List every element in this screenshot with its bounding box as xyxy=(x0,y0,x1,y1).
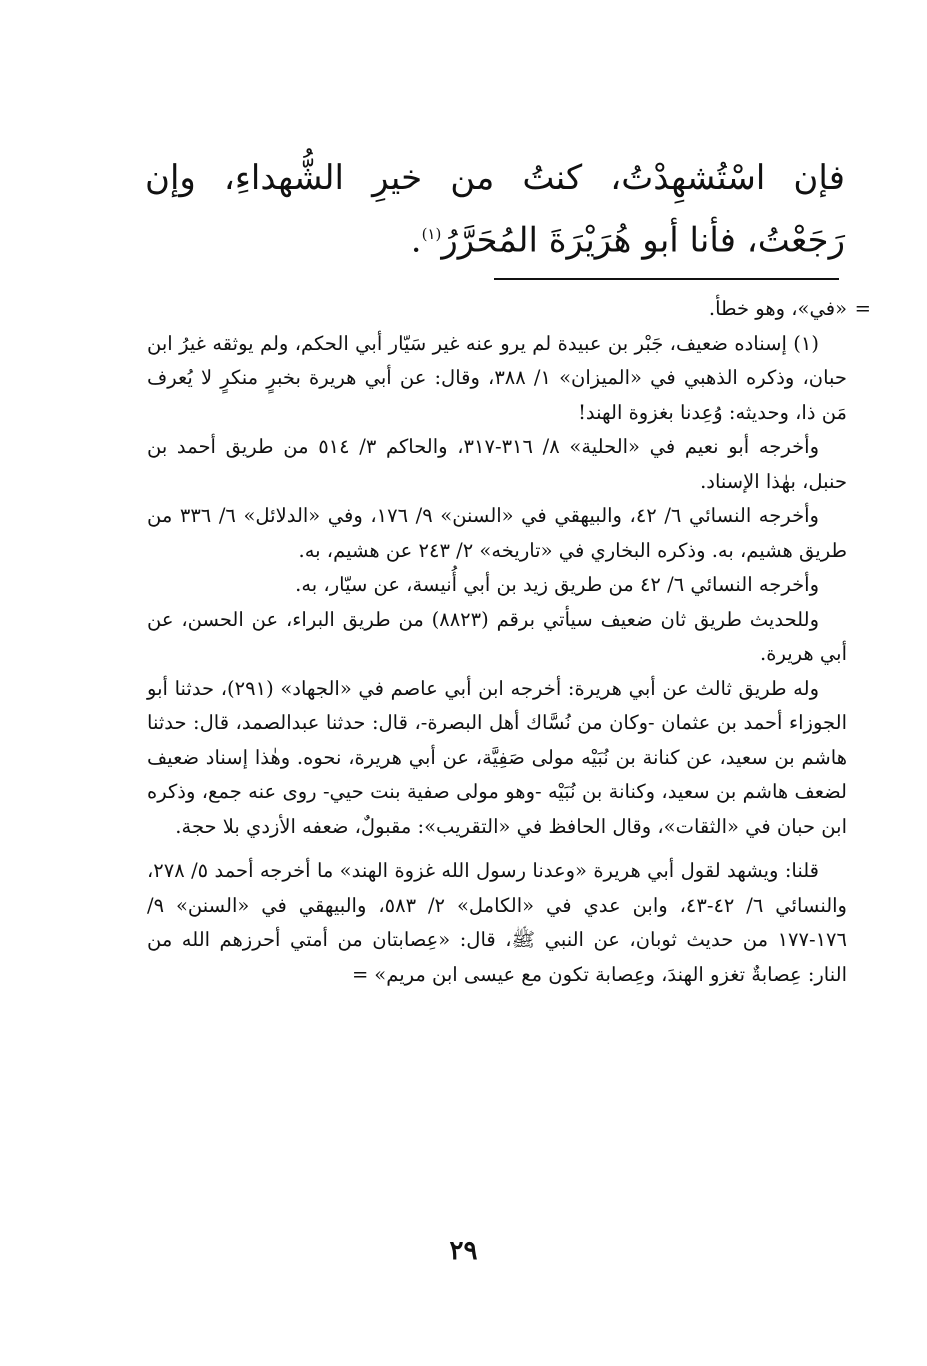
footnote-continuation xyxy=(147,292,871,327)
main-text: فإن اسْتُشهِدْتُ، كنتُ من خيرِ الشُّهداءِ، وإن رَجَعْتُ، فأنا أبو هُرَيْرَةَ المُحَرَّرُ xyxy=(145,158,845,261)
page-number: ٢٩ xyxy=(449,1236,478,1266)
continuation-mark: = xyxy=(854,297,871,320)
continuation-end-mark: = xyxy=(351,962,369,986)
footnote-paragraph: وأخرجه النسائي ٦/ ٤٢ من طريق زيد بن أبي أُنيسة، عن سيّار، به. xyxy=(295,573,819,596)
footnote-paragraph: وللحديث طريق ثان ضعيف سيأتي برقم (٨٨٢٣) من طريق البراء، عن الحسن، عن أبي هريرة. xyxy=(147,607,847,665)
footnote-1: (١) إسناده ضعيف، جَبْر بن عبيدة لم يرو عنه غير سَيّار أبي الحكم، ولم يوثقه غيرُ ابن حبان، وذكره الذهبي في «الميزان» ١/ ٣٨٨، وقال: عن أبي هريرة بخبرٍ منكرٍ لا يُعرف مَن ذا، وحديثه: وُعِدنا بغزوة الهند! xyxy=(147,331,847,424)
footnote-separator xyxy=(494,278,839,280)
footnote-paragraph-text: قلنا: ويشهد لقول أبي هريرة «وعدنا رسول الله غزوة الهند» ما أخرجه أحمد ٥/ ٢٧٨، والنسائي ٦/ ٤٢-٤٣، وابن عدي في «الكامل» ٢/ ٥٨٣، والبيهقي في «السنن» ٩/ ١٧٦-١٧٧ من حديث ثوبان، عن النبي ﷺ، قال: «عِصابتان من أمتي أحرزهم الله من النار: عِصابةٌ تغزو الهندَ، وعِصابة تكون مع عيسى ابن مريم» xyxy=(147,859,847,986)
footnote-paragraph: وأخرجه أبو نعيم في «الحلية» ٨/ ٣١٦-٣١٧، والحاكم ٣/ ٥١٤ من طريق أحمد بن حنبل، بهٰذا الإسناد. xyxy=(147,435,847,493)
footnote-paragraph: وله طريق ثالث عن أبي هريرة: أخرجه ابن أبي عاصم في «الجهاد» (٢٩١)، حدثنا أبو الجوزاء أحمد بن عثمان -وكان من نُسَّاك أهل البصرة-، قال: حدثنا عبدالصمد، قال: حدثنا هاشم بن سعيد، عن كنانة بن نُبَيْه مولى صَفِيَّة، عن أبي هريرة، نحوه. وهٰذا إسناد ضعيف لضعف هاشم بن سعيد، وكنانة بن نُبَيْه -وهو مولى صفية بنت حيي- روى عنه جمع، وذكره ابن حبان في «الثقات»، وقال الحافظ في «التقريب»: مقبولٌ، ضعفه الأزدي بلا حجة. xyxy=(147,676,847,838)
footnote-reference: (١) xyxy=(421,225,442,243)
main-text-block xyxy=(145,150,845,268)
footnote-continuation-text: «في»، وهو خطأ. xyxy=(708,297,847,320)
footnote-paragraph: وأخرجه النسائي ٦/ ٤٢، والبيهقي في «السنن» ٩/ ١٧٦، وفي «الدلائل» ٦/ ٣٣٦ من طريق هشيم، به. وذكره البخاري في «تاريخه» ٢/ ٢٤٣ عن هشيم، به. xyxy=(147,504,847,562)
footnotes-block xyxy=(147,292,871,992)
footnote-paragraph xyxy=(147,854,847,992)
main-text-end: . xyxy=(410,220,422,261)
paragraph-gap xyxy=(147,844,847,854)
